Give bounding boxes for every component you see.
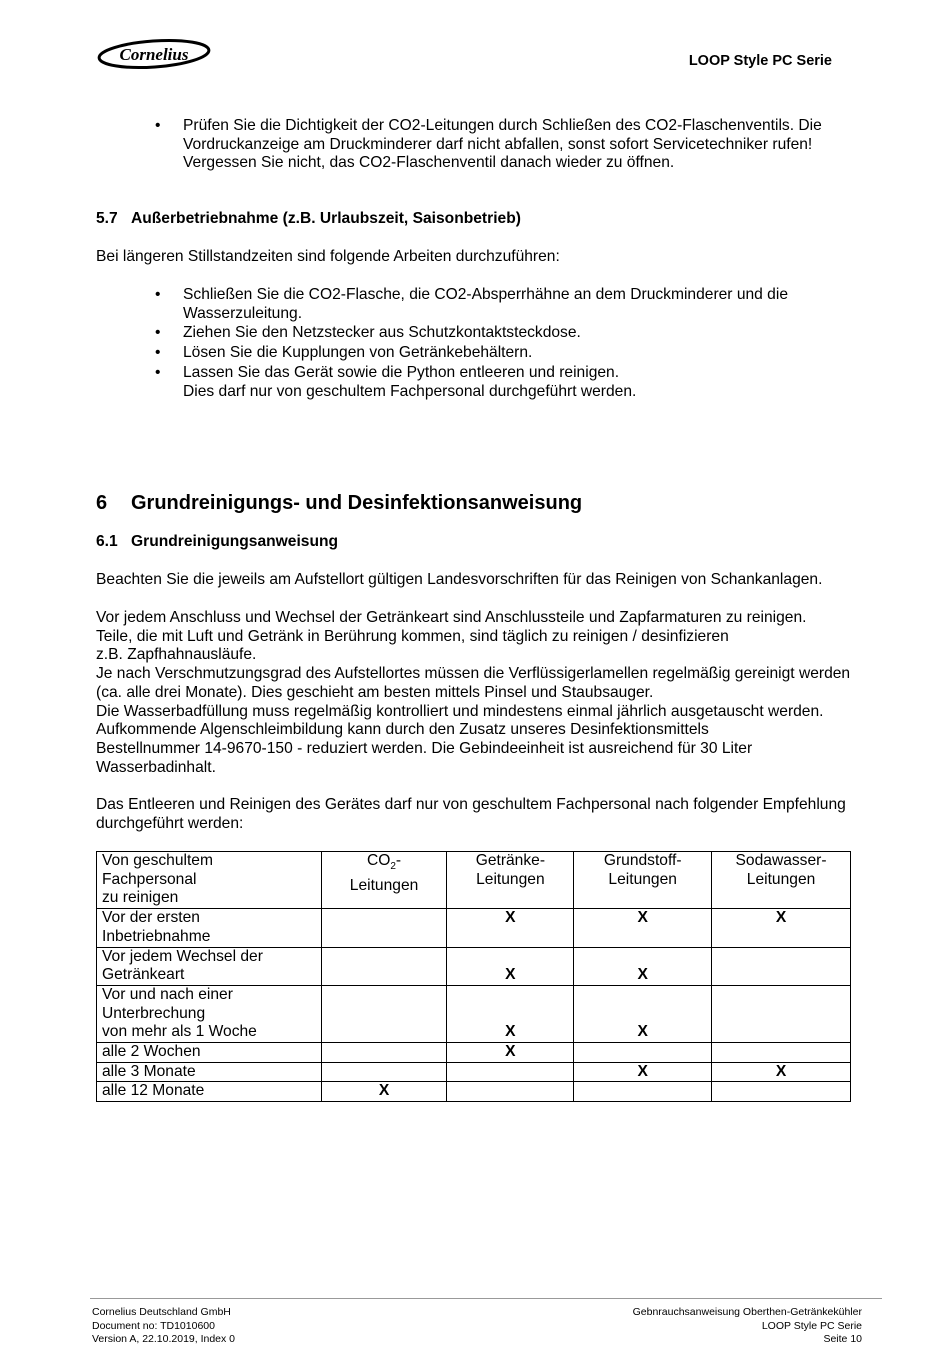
bullet-dot: • (155, 324, 161, 341)
section-number: 6.1 (96, 533, 118, 550)
mark-cell (712, 1043, 851, 1063)
section-6-1-heading (96, 533, 338, 551)
cell-line: alle 3 Monate (102, 1062, 196, 1080)
footer-series: LOOP Style PC Serie (761, 1319, 862, 1332)
table-row (97, 947, 851, 985)
cell-line: Leitungen (476, 870, 545, 888)
intro-line: Prüfen Sie die Dichtigkeit der CO2-Leitungen durch Schließen des CO2-Flaschenventils. Die (183, 117, 822, 134)
mark-cell (447, 1062, 574, 1082)
table-header-cell (574, 852, 712, 909)
section-5-7-heading (96, 210, 521, 228)
paragraph: Beachten Sie die jeweils am Aufstellort gültigen Landesvorschriften für das Reinigen von Schankanlagen. (96, 571, 823, 588)
footer-left (92, 1306, 235, 1347)
intro-bullet (155, 117, 822, 173)
list-item (155, 364, 637, 401)
intro-line: Vergessen Sie nicht, das CO2-Flaschenventil danach wieder zu öffnen. (183, 154, 675, 172)
cleaning-table (96, 851, 851, 1102)
mark-cell (321, 1043, 447, 1063)
paragraph-block (96, 609, 850, 777)
list-item (155, 324, 581, 343)
table-row (97, 909, 851, 947)
section-number: 6 (96, 492, 108, 514)
paragraph-line: durchgeführt werden: (96, 814, 244, 832)
cell-line: Inbetriebnahme (102, 927, 211, 945)
row-label (97, 985, 322, 1042)
mark-cell (574, 1043, 712, 1063)
mark-cell: X (447, 909, 574, 947)
mark-cell (712, 1082, 851, 1102)
footer-version: Version A, 22.10.2019, Index 0 (92, 1333, 236, 1345)
cell-line: Vor jedem Wechsel der (102, 947, 263, 965)
paragraph-line: Bestellnummer 14-9670-150 - reduziert werden. Die Gebindeeinheit ist ausreichend für 30 Liter (96, 739, 753, 757)
cell-line: Unterbrechung (102, 1004, 206, 1022)
mark-cell: X (574, 1062, 712, 1082)
header-title: LOOP Style PC Serie (688, 53, 832, 69)
mark-cell: X (447, 947, 574, 985)
table-header-row (97, 852, 851, 909)
cell-line: Sodawasser- (735, 852, 827, 869)
table-row (97, 1043, 851, 1063)
paragraph-line: Je nach Verschmutzungsgrad des Aufstellortes müssen die Verflüssigerlamellen regelmäßig gereinigt werden (96, 665, 851, 683)
bullet-dot: • (155, 364, 161, 381)
mark-cell (321, 985, 447, 1042)
footer-manual-title: Gebnrauchsanweisung Oberthen-Getränkekühler (632, 1306, 862, 1318)
row-label (97, 1062, 322, 1082)
list-line: Schließen Sie die CO2-Flasche, die CO2-Absperrhähne an dem Druckminderer und die (183, 286, 788, 303)
mark-cell: X (574, 909, 712, 947)
row-label (97, 909, 322, 947)
paragraph-line: Aufkommende Algenschleimbildung kann durch den Zusatz unseres Desinfektionsmittels (96, 721, 709, 739)
table-row (97, 1082, 851, 1102)
section-title: Außerbetriebnahme (z.B. Urlaubszeit, Saisonbetrieb) (131, 210, 521, 227)
mark-cell (321, 947, 447, 985)
footer-divider (90, 1298, 882, 1299)
cell-line: Leitungen (746, 870, 816, 888)
paragraph-line: Vor jedem Anschluss und Wechsel der Getränkeart sind Anschlussteile und Zapfarmaturen zu reinigen. (96, 609, 807, 626)
table-row (97, 1062, 851, 1082)
row-label (97, 947, 322, 985)
paragraph-line: Wasserbadinhalt. (96, 758, 216, 776)
mark-cell (712, 947, 851, 985)
cell-line: Von geschultem (102, 852, 213, 869)
cell-line (327, 852, 442, 877)
list-line: Dies darf nur von geschultem Fachpersonal durchgeführt werden. (183, 382, 637, 400)
section-6-heading (96, 492, 582, 515)
section-title: Grundreinigungsanweisung (131, 533, 339, 550)
cell-line: alle 12 Monate (102, 1082, 205, 1100)
row-label (97, 1043, 322, 1063)
footer-company: Cornelius Deutschland GmbH (92, 1306, 231, 1318)
co2-subscript: 2 (390, 861, 396, 873)
table-header-cell (321, 852, 447, 909)
section-title: Grundreinigungs- und Desinfektionsanweisung (131, 492, 583, 514)
cell-line: Leitungen (608, 870, 677, 888)
mark-cell: X (447, 985, 574, 1042)
logo-text: Cornelius (119, 45, 189, 64)
mark-cell: X (574, 985, 712, 1042)
cell-line: von mehr als 1 Woche (102, 1023, 257, 1041)
footer-page-number: Seite 10 (823, 1333, 862, 1345)
list-line: Lassen Sie das Gerät sowie die Python entleeren und reinigen. (183, 364, 620, 381)
intro-line: Vordruckanzeige am Druckminderer darf nicht abfallen, sonst sofort Servicetechniker rufen! (183, 135, 813, 153)
table-row (97, 985, 851, 1042)
row-label (97, 1082, 322, 1102)
table-header-cell (712, 852, 851, 909)
bullet-dot: • (155, 117, 161, 134)
mark-cell: X (574, 947, 712, 985)
cornelius-logo (97, 36, 212, 72)
paragraph-line: Das Entleeren und Reinigen des Gerätes darf nur von geschultem Fachpersonal nach folgender Empfehlung (96, 796, 846, 813)
paragraph-line: z.B. Zapfhahnausläufe. (96, 646, 257, 664)
mark-cell (574, 1082, 712, 1102)
mark-cell (321, 1062, 447, 1082)
list-line: Ziehen Sie den Netzstecker aus Schutzkontaktsteckdose. (183, 324, 581, 341)
cell-line: Fachpersonal (102, 870, 197, 888)
cell-line: Leitungen (349, 876, 419, 894)
cell-line: Getränkeart (102, 966, 185, 984)
section-5-7-intro: Bei längeren Stillstandzeiten sind folgende Arbeiten durchzuführen: (96, 248, 560, 265)
bullet-dot: • (155, 286, 161, 303)
cell-line: Getränke- (475, 852, 546, 869)
paragraph-line: (ca. alle drei Monate). Dies geschieht am besten mittels Pinsel und Staubsauger. (96, 683, 654, 701)
co2-text: CO (366, 852, 391, 869)
cell-line: zu reinigen (102, 889, 179, 907)
section-number: 5.7 (96, 210, 118, 227)
mark-cell (447, 1082, 574, 1102)
mark-cell (712, 985, 851, 1042)
paragraph-line: Teile, die mit Luft und Getränk in Berührung kommen, sind täglich zu reinigen / desinfizieren (96, 627, 729, 645)
mark-cell: X (712, 909, 851, 947)
cell-line: Vor und nach einer (102, 985, 233, 1003)
cell-line: Grundstoff- (603, 852, 682, 869)
list-item (155, 286, 788, 323)
cell-line: alle 2 Wochen (102, 1043, 201, 1061)
mark-cell: X (321, 1082, 447, 1102)
list-item (155, 344, 533, 363)
mark-cell: X (447, 1043, 574, 1063)
footer-right (633, 1306, 862, 1347)
table-header-cell (97, 852, 322, 909)
list-line: Lösen Sie die Kupplungen von Getränkebehältern. (183, 344, 533, 361)
mark-cell: X (712, 1062, 851, 1082)
cell-line: Vor der ersten (102, 909, 200, 927)
footer-document-no: Document no: TD1010600 (92, 1319, 215, 1332)
list-line: Wasserzuleitung. (183, 304, 303, 322)
mark-cell (321, 909, 447, 947)
co2-suffix: - (395, 852, 402, 869)
paragraph-block (96, 796, 846, 833)
bullet-dot: • (155, 344, 161, 361)
table-header-cell (447, 852, 574, 909)
paragraph-line: Die Wasserbadfüllung muss regelmäßig kontrolliert und mindestens einmal jährlich ausgetauscht werden. (96, 702, 824, 720)
